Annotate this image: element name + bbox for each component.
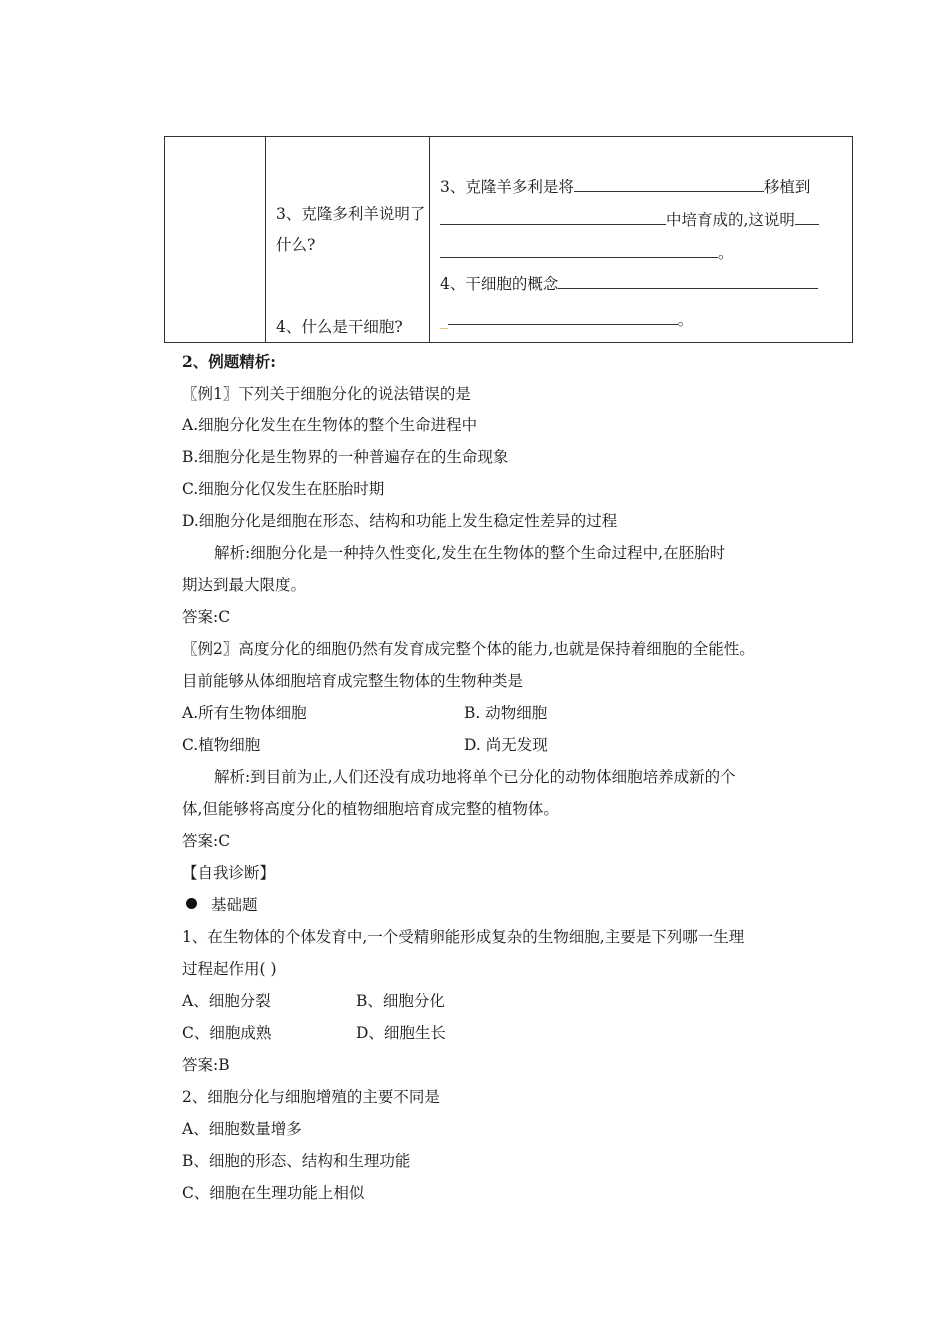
example-1-option-a: A.细胞分化发生在生物体的整个生命进程中	[182, 416, 478, 434]
example-2-answer: 答案:C	[182, 832, 231, 850]
answer-3-mid: 移植到	[763, 178, 811, 196]
answer-4-prefix: 4、干细胞的概念	[440, 275, 559, 293]
question-1-stem-line-1: 1、在生物体的个体发育中,一个受精卵能形成复杂的生物细胞,主要是下列哪一生理	[182, 928, 745, 946]
fill-blank[interactable]	[558, 274, 818, 289]
section-heading-examples: 2、例题精析:	[182, 352, 277, 371]
answer-3-line-2	[440, 209, 819, 231]
question-3: 3、克隆多利羊说明了什么?	[276, 205, 426, 254]
example-1-stem: 〖例1〗下列关于细胞分化的说法错误的是	[182, 385, 471, 403]
answer-4-line-1	[440, 273, 818, 295]
example-1-answer: 答案:C	[182, 608, 231, 626]
example-2-option-b: B. 动物细胞	[464, 704, 548, 722]
question-cell	[266, 137, 430, 343]
answer-3-end: 。	[718, 244, 734, 262]
answer-3-line-1	[440, 176, 810, 198]
fill-blank[interactable]	[440, 243, 718, 258]
worksheet-table	[164, 136, 853, 343]
question-2-option-c: C、细胞在生理功能上相似	[182, 1184, 365, 1202]
question-1-option-c: C、细胞成熟	[182, 1024, 272, 1042]
question-1-answer: 答案:B	[182, 1056, 230, 1074]
example-2-option-d: D. 尚无发现	[464, 736, 548, 754]
fill-blank[interactable]	[440, 210, 666, 225]
answer-4-mark: _	[440, 311, 448, 329]
answer-cell	[430, 137, 853, 343]
example-1-option-b: B.细胞分化是生物界的一种普遍存在的生命现象	[182, 448, 509, 466]
example-1-analysis-line-2: 期达到最大限度。	[182, 576, 307, 594]
answer-3-prefix: 3、克隆羊多利是将	[440, 178, 574, 196]
question-1-option-b: B、细胞分化	[356, 992, 445, 1010]
fill-blank[interactable]	[574, 177, 764, 192]
example-1-option-d: D.细胞分化是细胞在形态、结构和功能上发生稳定性差异的过程	[182, 512, 618, 530]
question-1-option-a: A、细胞分裂	[182, 992, 271, 1010]
question-2-stem: 2、细胞分化与细胞增殖的主要不同是	[182, 1088, 440, 1106]
question-2-option-b: B、细胞的形态、结构和生理功能	[182, 1152, 411, 1170]
answer-3-mid2: 中培育成的,这说明	[666, 211, 795, 229]
example-2-analysis-line-2: 体,但能够将高度分化的植物细胞培育成完整的植物体。	[182, 800, 559, 818]
question-1-stem-line-2: 过程起作用( )	[182, 960, 277, 978]
example-1-option-c: C.细胞分化仅发生在胚胎时期	[182, 480, 385, 498]
example-1-analysis-line-1: 解析:细胞分化是一种持久性变化,发生在生物体的整个生命过程中,在胚胎时	[214, 544, 726, 562]
basic-questions-label	[186, 894, 258, 916]
fill-blank[interactable]	[448, 310, 678, 325]
fill-blank[interactable]	[795, 210, 819, 225]
question-2-option-a: A、细胞数量增多	[182, 1120, 302, 1138]
example-2-option-c: C.植物细胞	[182, 736, 261, 754]
example-2-option-a: A.所有生物体细胞	[182, 704, 307, 722]
basic-label-text: 基础题	[211, 896, 258, 914]
table-empty-cell	[165, 137, 266, 343]
example-2-analysis-line-1: 解析:到目前为止,人们还没有成功地将单个已分化的动物体细胞培养成新的个	[214, 768, 736, 786]
answer-3-line-3	[440, 242, 734, 264]
example-2-stem-line-2: 目前能够从体细胞培育成完整生物体的生物种类是	[182, 672, 524, 690]
self-diagnosis-heading: 【自我诊断】	[182, 864, 276, 882]
question-1-option-d: D、细胞生长	[356, 1024, 446, 1042]
bullet-icon	[186, 898, 197, 909]
answer-4-end: 。	[677, 311, 694, 329]
question-4: 4、什么是干细胞?	[276, 318, 403, 336]
example-2-stem-line-1: 〖例2〗高度分化的细胞仍然有发育成完整个体的能力,也就是保持着细胞的全能性。	[182, 640, 755, 658]
answer-4-line-2	[440, 309, 693, 331]
